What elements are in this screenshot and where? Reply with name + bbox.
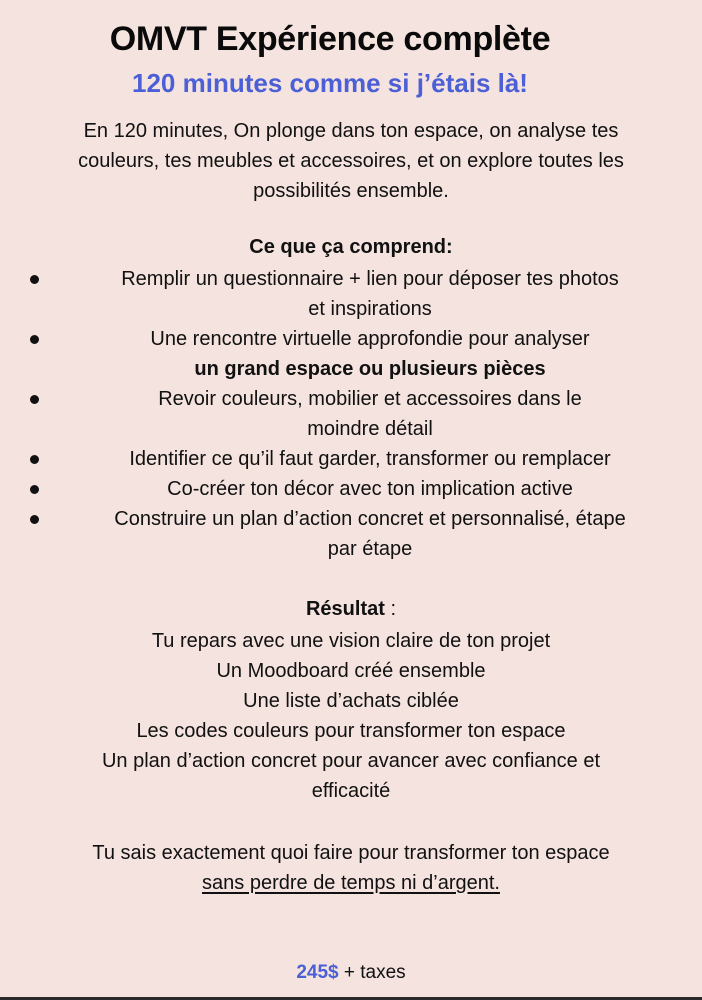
result-heading-suffix: : — [384, 598, 397, 620]
includes-heading: Ce que ça comprend: — [249, 236, 453, 258]
result-line: Tu repars avec une vision claire de ton projet — [151, 630, 551, 652]
result-line: Un Moodboard créé ensemble — [216, 660, 486, 682]
page-title: OMVT Expérience complète — [109, 20, 551, 58]
list-item-text — [50, 444, 690, 474]
intro-line: possibilités ensemble. — [253, 180, 449, 202]
price-line — [0, 959, 702, 987]
closing-line: Tu sais exactement quoi faire pour transformer ton espace — [92, 842, 610, 864]
list-item-line: Revoir couleurs, mobilier et accessoires dans le — [158, 388, 582, 410]
page-subtitle: 120 minutes comme si j’étais là! — [132, 68, 528, 98]
list-item-line: Construire un plan d’action concret et personnalisé, étape — [114, 508, 626, 530]
price-amount: 245$ — [296, 962, 339, 983]
bullet-icon — [30, 335, 39, 344]
price-suffix: + taxes — [338, 962, 406, 983]
list-item-line: Une rencontre virtuelle approfondie pour analyser — [150, 328, 590, 350]
result-line: Une liste d’achats ciblée — [243, 690, 459, 712]
result-heading: Résultat — [305, 598, 385, 620]
list-item-line: et inspirations — [308, 298, 432, 320]
list-item-line: Remplir un questionnaire + lien pour déposer tes photos — [121, 268, 619, 290]
bullet-icon — [30, 275, 39, 284]
list-item-text — [50, 324, 690, 384]
bullet-icon — [30, 395, 39, 404]
bullet-icon — [30, 515, 39, 524]
list-item-text — [50, 264, 690, 324]
list-item-line: par étape — [327, 538, 413, 560]
list-item-line: moindre détail — [307, 418, 433, 440]
closing-underlined-line — [0, 868, 702, 898]
intro-paragraph — [20, 116, 682, 206]
list-item-text — [50, 474, 690, 504]
result-line: Les codes couleurs pour transformer ton espace — [136, 720, 566, 742]
intro-line: couleurs, tes meubles et accessoires, et on explore toutes les — [78, 150, 624, 172]
bullet-icon — [30, 455, 39, 464]
result-line: Un plan d’action concret pour avancer avec confiance et — [101, 750, 601, 772]
intro-line: En 120 minutes, On plonge dans ton espace, on analyse tes — [83, 120, 619, 142]
closing-underlined-text: sans perdre de temps ni d’argent. — [202, 872, 500, 894]
list-item-text — [50, 504, 690, 564]
result-heading-line — [0, 594, 702, 624]
result-line: efficacité — [311, 780, 391, 802]
list-item-bold-line: un grand espace ou plusieurs pièces — [194, 358, 546, 380]
bullet-icon — [30, 485, 39, 494]
list-item-line: Identifier ce qu’il faut garder, transformer ou remplacer — [129, 448, 611, 470]
list-item-line: Co-créer ton décor avec ton implication active — [167, 478, 573, 500]
list-item-text — [50, 384, 690, 444]
